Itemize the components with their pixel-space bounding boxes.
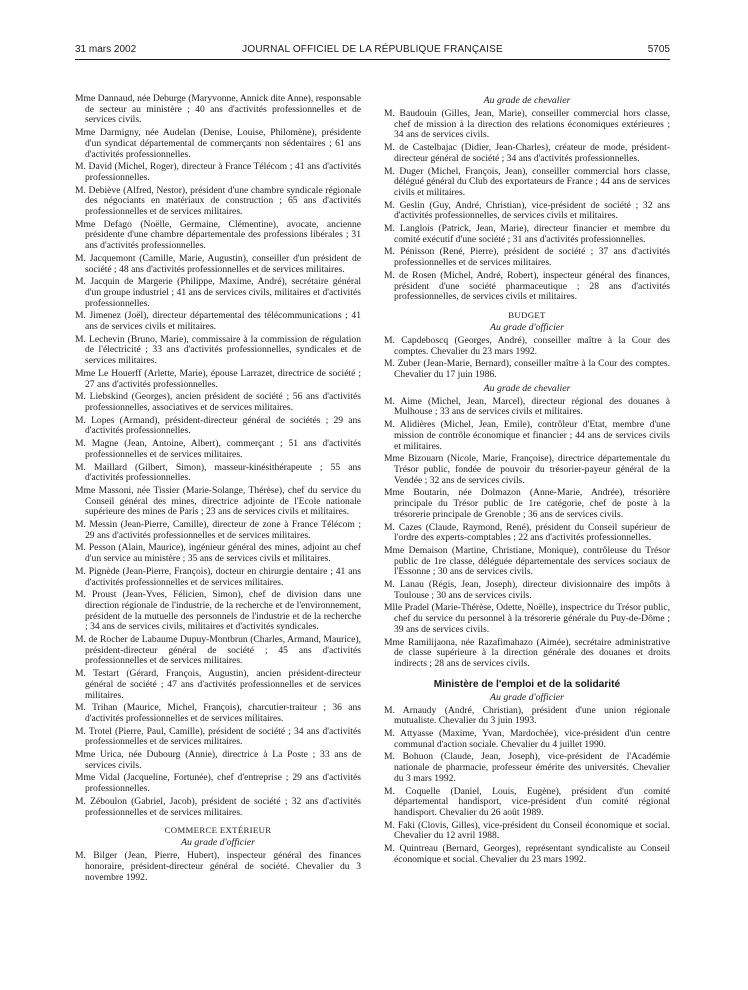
section-title-commerce-exterieur: COMMERCE EXTÉRIEUR	[164, 825, 272, 836]
list-item: Mme Massoni, née Tissier (Marie-Solange, Thérèse), chef du service du Conseil général des mines, directrice adjointe de l'Ecole nationale supérieure des mines de Paris ; 23 ans de services civils et militaires.	[75, 484, 361, 518]
list-item: M. Coquelle (Daniel, Louis, Eugène), président d'un comité départemental handisport, vice-président d'un comité régional handisport. Chevalier du 26 août 1989.	[384, 785, 670, 818]
list-item: M. Aime (Michel, Jean, Marcel), directeur régional des douanes à Mulhouse ; 33 ans de services civils et militaires.	[384, 395, 670, 418]
list-item: Mme Bizouarn (Nicole, Marie, Françoise), directrice départementale du Trésor public, fondée de pouvoir du trésorier-payeur général de la Vendée ; 32 ans de services civils.	[384, 453, 670, 486]
right-column	[384, 94, 670, 867]
list-item: M. Attyasse (Maxime, Yvan, Mardochée), vice-président d'un centre communal d'action sociale. Chevalier du 4 juillet 1990.	[384, 728, 670, 750]
grade-heading: Au grade d'officier	[181, 837, 255, 849]
list-item: M. Zuber (Jean-Marie, Bernard), conseiller maître à la Cour des comptes. Chevalier du 17 juin 1986.	[384, 358, 670, 381]
list-item: Mme Boutarin, née Dolmazon (Anne-Marie, Andrée), trésorière principale du Trésor public de 1re catégorie, chef de poste à la trésorerie principale de Grenoble ; 36 ans de services civils.	[384, 487, 670, 520]
list-item: M. Faki (Clovis, Gilles), vice-président du Conseil économique et social. Chevalier du 12 avril 1988.	[384, 819, 670, 842]
list-item: Mme Vidal (Jacqueline, Fortunée), chef d'entreprise ; 29 ans d'activités professionnelles.	[75, 772, 361, 795]
list-item: M. Baudouin (Gilles, Jean, Marie), conseiller commercial hors classe, chef de mission à la direction des relations économiques extérieures ; 34 ans de services civils.	[384, 108, 670, 141]
list-item: M. Trotel (Pierre, Paul, Camille), président de société ; 34 ans d'activités professionnelles et de services militaires.	[75, 725, 361, 748]
list-item: M. Pénisson (René, Pierre), président de société ; 37 ans d'activités professionnelles et de services militaires.	[384, 246, 670, 269]
list-item: M. Maillard (Gilbert, Simon), masseur-kinésithérapeute ; 55 ans d'activités professionnelles.	[75, 461, 361, 484]
ministry-title: Ministère de l'emploi et de la solidarité	[433, 678, 621, 690]
list-item: Mme Demaison (Martine, Christiane, Monique), contrôleuse du Trésor public de 1re classe, déléguée départementale des services sociaux de l'Essonne ; 30 ans de services civils.	[384, 544, 670, 578]
list-item: Mme Dannaud, née Deburge (Maryvonne, Annick dite Anne), responsable de secteur au ministère ; 40 ans d'activités professionnelles et de services civils.	[75, 93, 361, 126]
list-item: M. de Rocher de Labaume Dupuy-Montbrun (Charles, Armand, Maurice), président-directeur général de société ; 45 ans d'activités professionnelles et de services militaires.	[75, 634, 361, 667]
list-item: M. Cazes (Claude, Raymond, René), président du Conseil supérieur de l'ordre des experts-comptables ; 22 ans d'activités professionnelles.	[384, 521, 670, 544]
list-item: M. Bilger (Jean, Pierre, Hubert), inspecteur général des finances honoraire, président-directeur général de société. Chevalier du 3 novembre 1992.	[75, 850, 361, 883]
list-item: M. Lopes (Armand), président-directeur général de sociétés ; 29 ans d'activités professionnelles.	[75, 414, 361, 437]
list-item: M. David (Michel, Roger), directeur à France Télécom ; 41 ans d'activités professionnelles.	[75, 161, 361, 183]
list-item: M. Geslin (Guy, André, Christian), vice-président de société ; 32 ans d'activités professionnelles, de services civils et militaires.	[384, 199, 670, 222]
list-item: M. de Rosen (Michel, André, Robert), inspecteur général des finances, président d'une société pharmaceutique ; 28 ans d'activités professionnelles, de services civils et militaires.	[384, 269, 670, 303]
list-item: M. Pesson (Alain, Maurice), ingénieur général des mines, adjoint au chef d'un service au ministère ; 35 ans de services civils et militaires.	[75, 542, 361, 565]
list-item: M. Jacquin de Margerie (Philippe, Maxime, André), secrétaire général d'un groupe industriel ; 41 ans de services civils, militaires et d'activités professionnelles.	[75, 276, 361, 309]
list-item: M. Quintreau (Bernard, Georges), représentant syndicaliste au Conseil économique et social. Chevalier du 23 mars 1992.	[384, 843, 670, 865]
grade-heading: Au grade de chevalier	[483, 95, 571, 106]
list-item: M. Duger (Michel, François, Jean), conseiller commercial hors classe, délégué général du Club des exportateurs de France ; 44 ans de services civils et militaires.	[384, 165, 670, 198]
list-item: M. Langlois (Patrick, Jean, Marie), directeur financier et membre du comité exécutif d'une société ; 31 ans d'activités professionnelles.	[384, 223, 670, 245]
list-item: M. Arnaudy (André, Christian), président d'une union régionale mutualiste. Chevalier du 3 juin 1993.	[384, 704, 670, 727]
left-column	[75, 94, 361, 885]
list-item: M. Jacquemont (Camille, Marie, Augustin), conseiller d'un président de société ; 48 ans d'activités professionnelles et de services militaires.	[75, 252, 361, 275]
list-item: M. Trihan (Maurice, Michel, François), charcutier-traiteur ; 36 ans d'activités professionnelles et de services militaires.	[75, 702, 361, 724]
list-item: M. Magne (Jean, Antoine, Albert), commerçant ; 51 ans d'activités professionnelles et de services militaires.	[75, 438, 361, 460]
header-date: 31 mars 2002	[75, 44, 137, 55]
list-item: Mme Le Houerff (Arlette, Marie), épouse Larrazet, directrice de société ; 27 ans d'activités professionnelles.	[75, 367, 361, 390]
grade-heading: Au grade de chevalier	[483, 382, 571, 394]
list-item: M. Zéboulon (Gabriel, Jacob), président de société ; 32 ans d'activités professionnelles et de services militaires.	[75, 795, 361, 818]
list-item: Mlle Pradel (Marie-Thérèse, Odette, Noëlle), inspectrice du Trésor public, chef du service du personnel à la trésorerie générale du Puy-de-Dôme ; 39 ans de services civils.	[384, 602, 670, 635]
list-item: M. Liebskind (Georges), ancien président de société ; 56 ans d'activités professionnelles, associatives et de services militaires.	[75, 391, 361, 413]
list-item: M. Proust (Jean-Yves, Félicien, Simon), chef de division dans une direction régionale de l'industrie, de la recherche et de l'environnement, président de la mutuelle des personnels de l'industrie et de la recherche ; 34 ans de services civils, militaires et d'activités syndicales.	[75, 589, 361, 633]
section-title-budget: BUDGET	[508, 309, 546, 320]
list-item: Mme Ramilijaona, née Razafimahazo (Aimée), secrétaire administrative de classe supérieure à la direction générale des douanes et droits indirects ; 28 ans de services civils.	[384, 636, 670, 669]
list-item: M. Pignède (Jean-Pierre, François), docteur en chirurgie dentaire ; 41 ans d'activités professionnelles et de services militaires.	[75, 565, 361, 588]
list-item: M. Lechevin (Bruno, Marie), commissaire à la commission de régulation de l'électricité ; 33 ans d'activités professionnelles, syndicales et de services militaires.	[75, 333, 361, 367]
grade-heading: Au grade d'officier	[490, 321, 564, 333]
header-title: JOURNAL OFFICIEL DE LA RÉPUBLIQUE FRANÇAISE	[242, 44, 503, 55]
grade-heading: Au grade d'officier	[490, 691, 564, 703]
list-item: M. Debiève (Alfred, Nestor), président d'une chambre syndicale régionale des négociants en matériaux de construction ; 65 ans d'activités professionnelles et de services militaires.	[75, 184, 361, 218]
page-header	[75, 44, 670, 60]
list-item: M. Messin (Jean-Pierre, Camille), directeur de zone à France Télécom ; 29 ans d'activités professionnelles et de services militaires.	[75, 519, 361, 541]
list-item: M. Bohuon (Claude, Jean, Joseph), vice-président de l'Académie nationale de pharmacie, professeur émérite des universités. Chevalier du 3 mars 1992.	[384, 751, 670, 784]
list-item: Mme Defago (Noëlle, Germaine, Clémentine), avocate, ancienne présidente d'une chambre départementale des professions libérales ; 31 ans d'activités professionnelles.	[75, 218, 361, 252]
list-item: Mme Darmigny, née Audelan (Denise, Louise, Philomène), présidente d'un syndicat départemental de commerçants non sédentaires ; 61 ans d'activités professionnelles.	[75, 127, 361, 160]
list-item: M. de Castelbajac (Didier, Jean-Charles), créateur de mode, président-directeur général de société ; 34 ans d'activités professionnelles.	[384, 142, 670, 164]
list-item: M. Lanau (Régis, Jean, Joseph), directeur divisionnaire des impôts à Toulouse ; 30 ans de services civils.	[384, 579, 670, 601]
list-item: M. Alidières (Michel, Jean, Emile), contrôleur d'Etat, membre d'une mission de contrôle économique et financier ; 44 ans de services civils et militaires.	[384, 419, 670, 452]
list-item: M. Capdeboscq (Georges, André), conseiller maître à la Cour des comptes. Chevalier du 23 mars 1992.	[384, 334, 670, 357]
list-item: M. Testart (Gérard, François, Augustin), ancien président-directeur général de société ; 47 ans d'activités professionnelles et de services militaires.	[75, 668, 361, 701]
header-rule	[75, 59, 670, 60]
list-item: Mme Urica, née Dubourg (Annie), directrice à La Poste ; 33 ans de services civils.	[75, 749, 361, 771]
list-item: M. Jimenez (Joël), directeur départemental des télécommunications ; 41 ans de services civils et militaires.	[75, 310, 361, 333]
header-page-number: 5705	[647, 44, 670, 55]
